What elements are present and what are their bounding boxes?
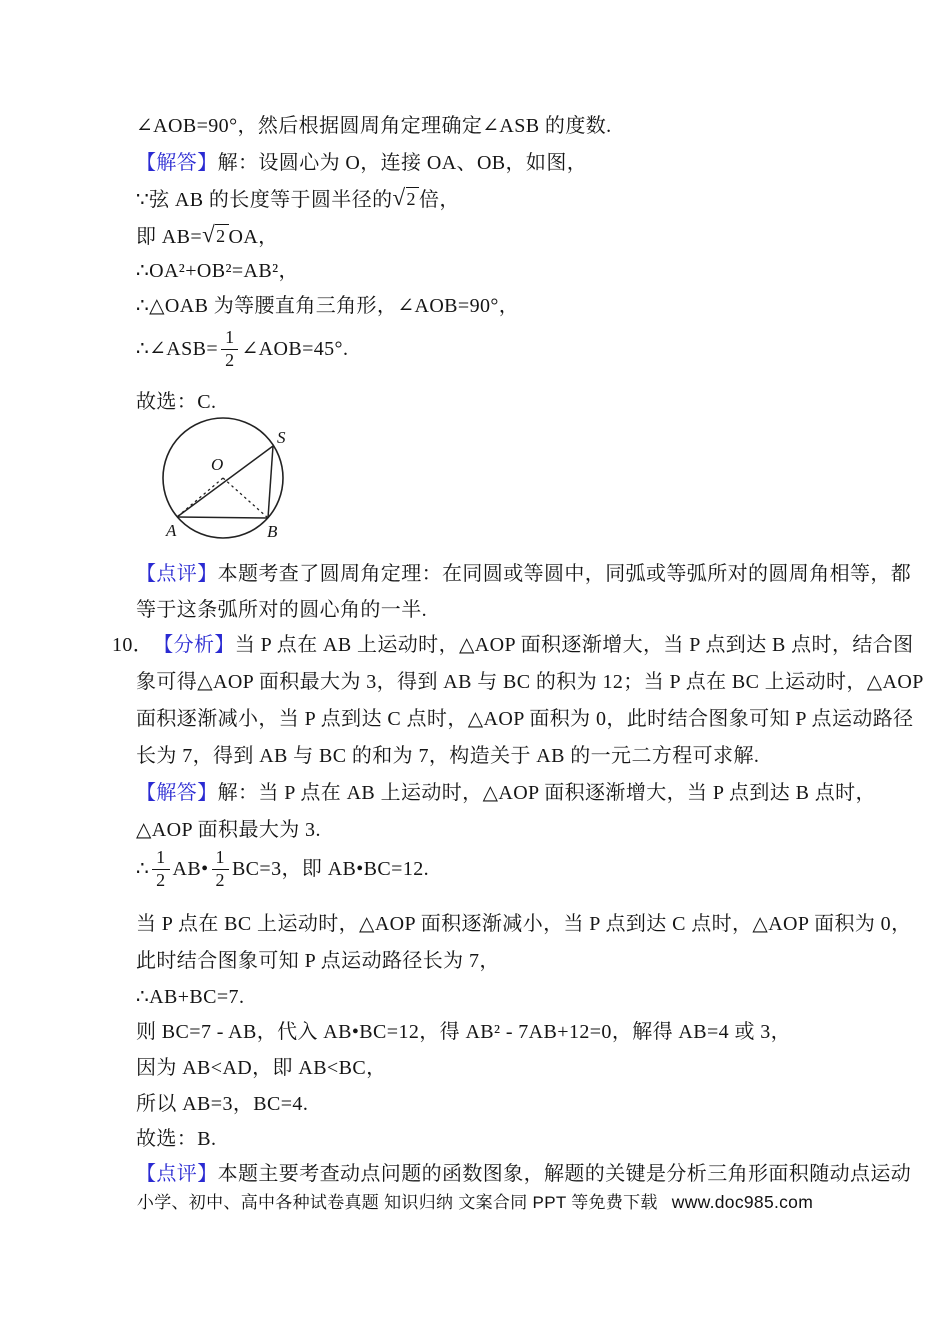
q9-jieda-text: 解：设圆心为 O，连接 OA、OB，如图， — [217, 152, 588, 174]
q10-jieda-line — [136, 779, 876, 807]
q10-fenxi-text2: 象可得△AOP 面积最大为 3，得到 AB 与 BC 的积为 12；当 P 点在 BC 上运动时，△AOP — [136, 671, 924, 693]
chord-as — [177, 446, 273, 517]
q9-dianping-text2: 等于这条弧所对的圆心角的一半. — [136, 599, 427, 621]
q10-jieda-text2: △AOP 面积最大为 3. — [136, 819, 321, 841]
radicand: 2 — [406, 187, 419, 211]
q10-path-text: 此时结合图象可知 P 点运动路径长为 7， — [136, 950, 500, 972]
q9-answer-text: 故选：C. — [136, 391, 217, 413]
q9-pythagoras-line — [136, 257, 299, 285]
q10-fenxi-line1 — [112, 631, 914, 659]
q10-fenxi-line4 — [136, 742, 759, 770]
q9-chord-pre: ∵弦 AB 的长度等于圆半径的 — [136, 189, 393, 211]
q10-sum-text: ∴AB+BC=7. — [136, 986, 245, 1008]
label-point-b: B — [267, 522, 278, 541]
q9-intro-line — [136, 112, 612, 140]
q9-chord-post: 倍， — [418, 189, 460, 211]
radical-icon: √ — [202, 222, 216, 247]
q10-dianping-text: 本题主要考查动点问题的函数图象，解题的关键是分析三角形面积随动点运动 — [217, 1163, 912, 1185]
q10-path-line — [136, 947, 500, 975]
fraction-numerator: 1 — [152, 848, 169, 870]
q9-asb-line — [136, 328, 348, 371]
fraction — [212, 848, 229, 891]
sqrt-expression — [393, 187, 419, 211]
q10-frac-pre: ∴ — [136, 858, 150, 881]
q9-pythagoras-text: ∴OA²+OB²=AB²， — [136, 260, 299, 282]
dianping-label: 【点评】 — [136, 1163, 218, 1185]
q10-answer-line — [136, 1125, 216, 1153]
fenxi-label: 【分析】 — [163, 634, 235, 656]
q9-dianping-text1: 本题考查了圆周角定理：在同圆或等圆中，同弧或等弧所对的圆周角相等，都 — [217, 563, 912, 585]
q9-eq-ab-line — [136, 223, 279, 251]
q10-solve-line — [136, 1018, 791, 1046]
q10-fenxi-text1: 当 P 点在 AB 上运动时，△AOP 面积逐渐增大，当 P 点到达 B 点时，结合图 — [234, 634, 914, 656]
dianping-label: 【点评】 — [136, 563, 218, 585]
sqrt-expression — [202, 224, 228, 248]
chord-ab — [177, 517, 268, 518]
q10-jieda-text: 解：当 P 点在 AB 上运动时，△AOP 面积逐渐增大，当 P 点到达 B 点时， — [217, 782, 876, 804]
q10-fenxi-text3: 面积逐渐减小，当 P 点到达 C 点时，△AOP 面积为 0，此时结合图象可知 P 点运动路径 — [136, 708, 914, 730]
footer-text: 小学、初中、高中各种试卷真题 知识归纳 文案合同 PPT 等免费下载 — [136, 1193, 658, 1212]
q9-dianping-line2 — [136, 596, 427, 624]
q10-fenxi-text4: 长为 7，得到 AB 与 BC 的和为 7，构造关于 AB 的一元二方程可求解. — [136, 745, 760, 767]
q9-chord-line — [136, 186, 460, 214]
q10-frac-post: BC=3，即 AB•BC=12. — [231, 858, 430, 881]
fraction-numerator: 1 — [212, 848, 229, 870]
q9-eq-ab-post: OA， — [228, 226, 279, 248]
label-point-s: S — [277, 428, 286, 447]
fraction — [221, 328, 238, 371]
page-footer — [0, 1188, 950, 1213]
label-center-o: O — [211, 455, 224, 474]
q10-compare-text: 因为 AB<AD，即 AB<BC， — [136, 1057, 387, 1079]
fraction-numerator: 1 — [221, 328, 238, 350]
label-point-a: A — [166, 521, 177, 540]
q10-frac-mid: AB• — [172, 858, 209, 881]
q9-asb-pre: ∴∠ASB= — [136, 338, 219, 361]
q10-dianping-line — [136, 1160, 911, 1188]
q9-triangle-line — [136, 292, 519, 320]
fraction-denominator: 2 — [225, 349, 235, 370]
q9-triangle-text: ∴△OAB 为等腰直角三角形，∠AOB=90°， — [136, 295, 520, 317]
q9-jieda-line — [136, 149, 587, 177]
fraction — [152, 848, 169, 891]
q10-jieda-line2 — [136, 816, 321, 844]
fraction-denominator: 2 — [215, 869, 225, 890]
q10-fraction-line — [136, 848, 429, 891]
question-number: 10． — [112, 634, 154, 656]
q10-solve-text: 则 BC=7 - AB，代入 AB•BC=12，得 AB² - 7AB+12=0，解得 AB=4 或 3， — [136, 1021, 792, 1043]
q9-asb-post: ∠AOB=45°. — [241, 338, 349, 361]
radical-icon: √ — [392, 185, 406, 210]
q9-intro-text: ∠AOB=90°，然后根据圆周角定理确定∠ASB 的度数. — [136, 115, 612, 137]
q9-dianping-line1 — [136, 560, 911, 588]
q10-result-line — [136, 1090, 308, 1118]
q10-result-text: 所以 AB=3，BC=4. — [136, 1093, 309, 1115]
q10-compare-line — [136, 1054, 387, 1082]
radius-ob-dashed — [223, 478, 268, 518]
q10-bc-text: 当 P 点在 BC 上运动时，△AOP 面积逐渐减小，当 P 点到达 C 点时，△AOP 面积为 0， — [136, 913, 912, 935]
jieda-label: 【解答】 — [136, 782, 218, 804]
radicand: 2 — [215, 224, 228, 248]
footer-url-link[interactable]: www.doc985.com — [671, 1192, 814, 1212]
circle-diagram — [148, 410, 338, 552]
chord-sb — [268, 446, 273, 518]
q10-bc-line — [136, 910, 911, 938]
q10-sum-line — [136, 983, 244, 1011]
q10-answer-text: 故选：B. — [136, 1128, 217, 1150]
q10-fenxi-line3 — [136, 705, 914, 733]
q10-fenxi-line2 — [136, 668, 924, 696]
q9-eq-ab-pre: 即 AB= — [136, 226, 203, 248]
fraction-denominator: 2 — [156, 869, 166, 890]
jieda-label: 【解答】 — [136, 152, 218, 174]
